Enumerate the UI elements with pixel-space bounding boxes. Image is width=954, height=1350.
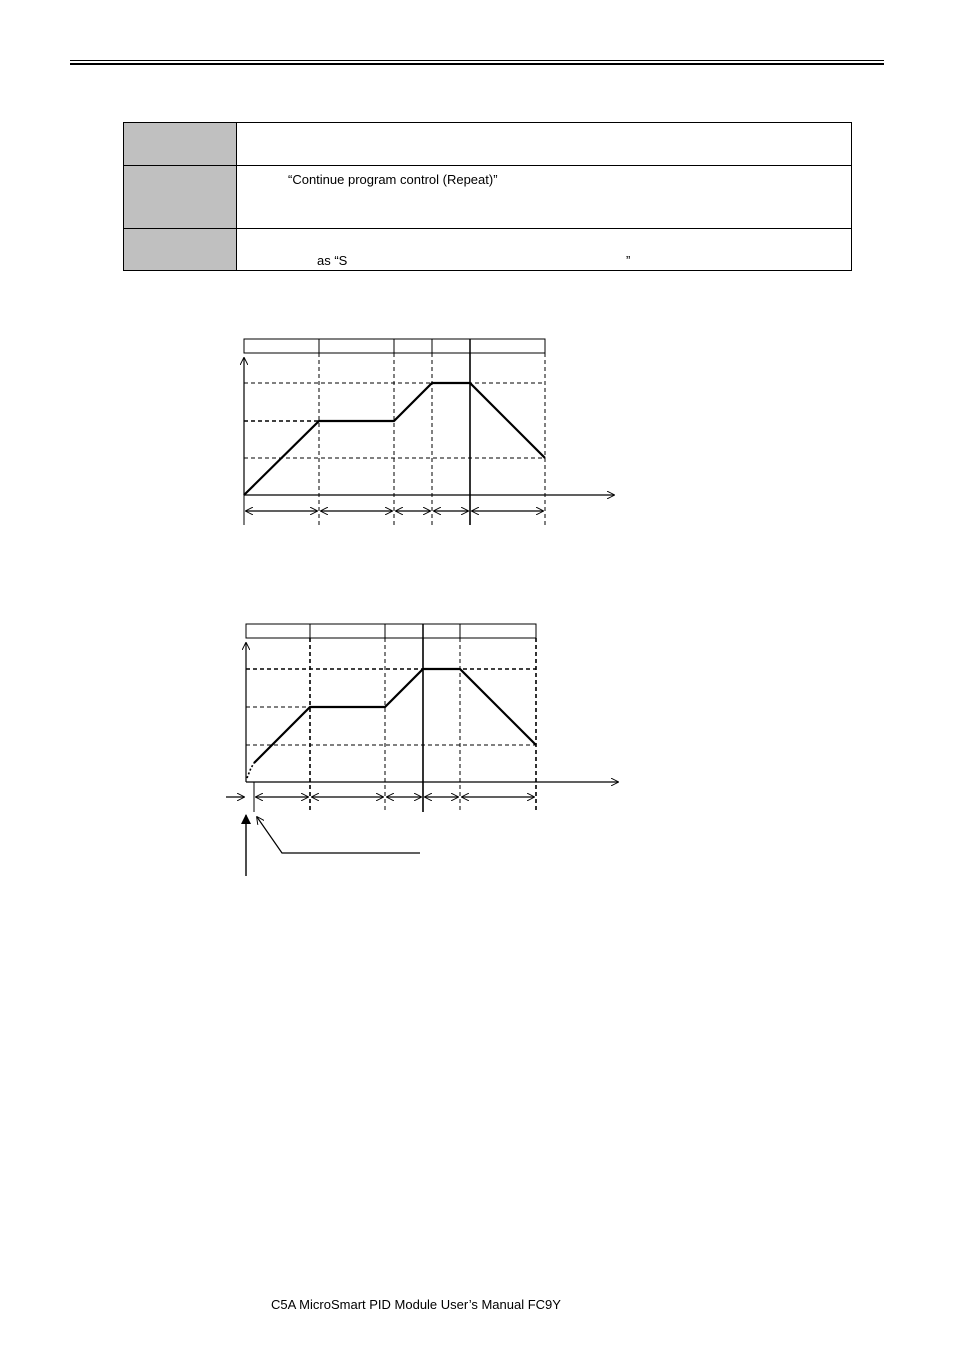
start-dotted-rise	[247, 763, 254, 778]
callout-leader	[257, 817, 420, 853]
setting-text-start: as “S	[317, 253, 348, 268]
step-header-dividers	[319, 339, 470, 353]
grid-lines	[246, 638, 536, 812]
repeat-setting-text: “Continue program control (Repeat)”	[288, 172, 498, 187]
diagram-1	[244, 339, 614, 525]
grid-lines	[244, 353, 545, 525]
level-guides	[246, 638, 536, 812]
step-header-bar	[246, 624, 536, 638]
diagram-2	[226, 624, 618, 876]
footer-text: C5A MicroSmart PID Module User’s Manual FC9Y	[271, 1297, 561, 1312]
setting-text-end: ”	[626, 253, 631, 268]
program-profile	[254, 669, 536, 763]
step-header-dividers	[310, 624, 460, 638]
